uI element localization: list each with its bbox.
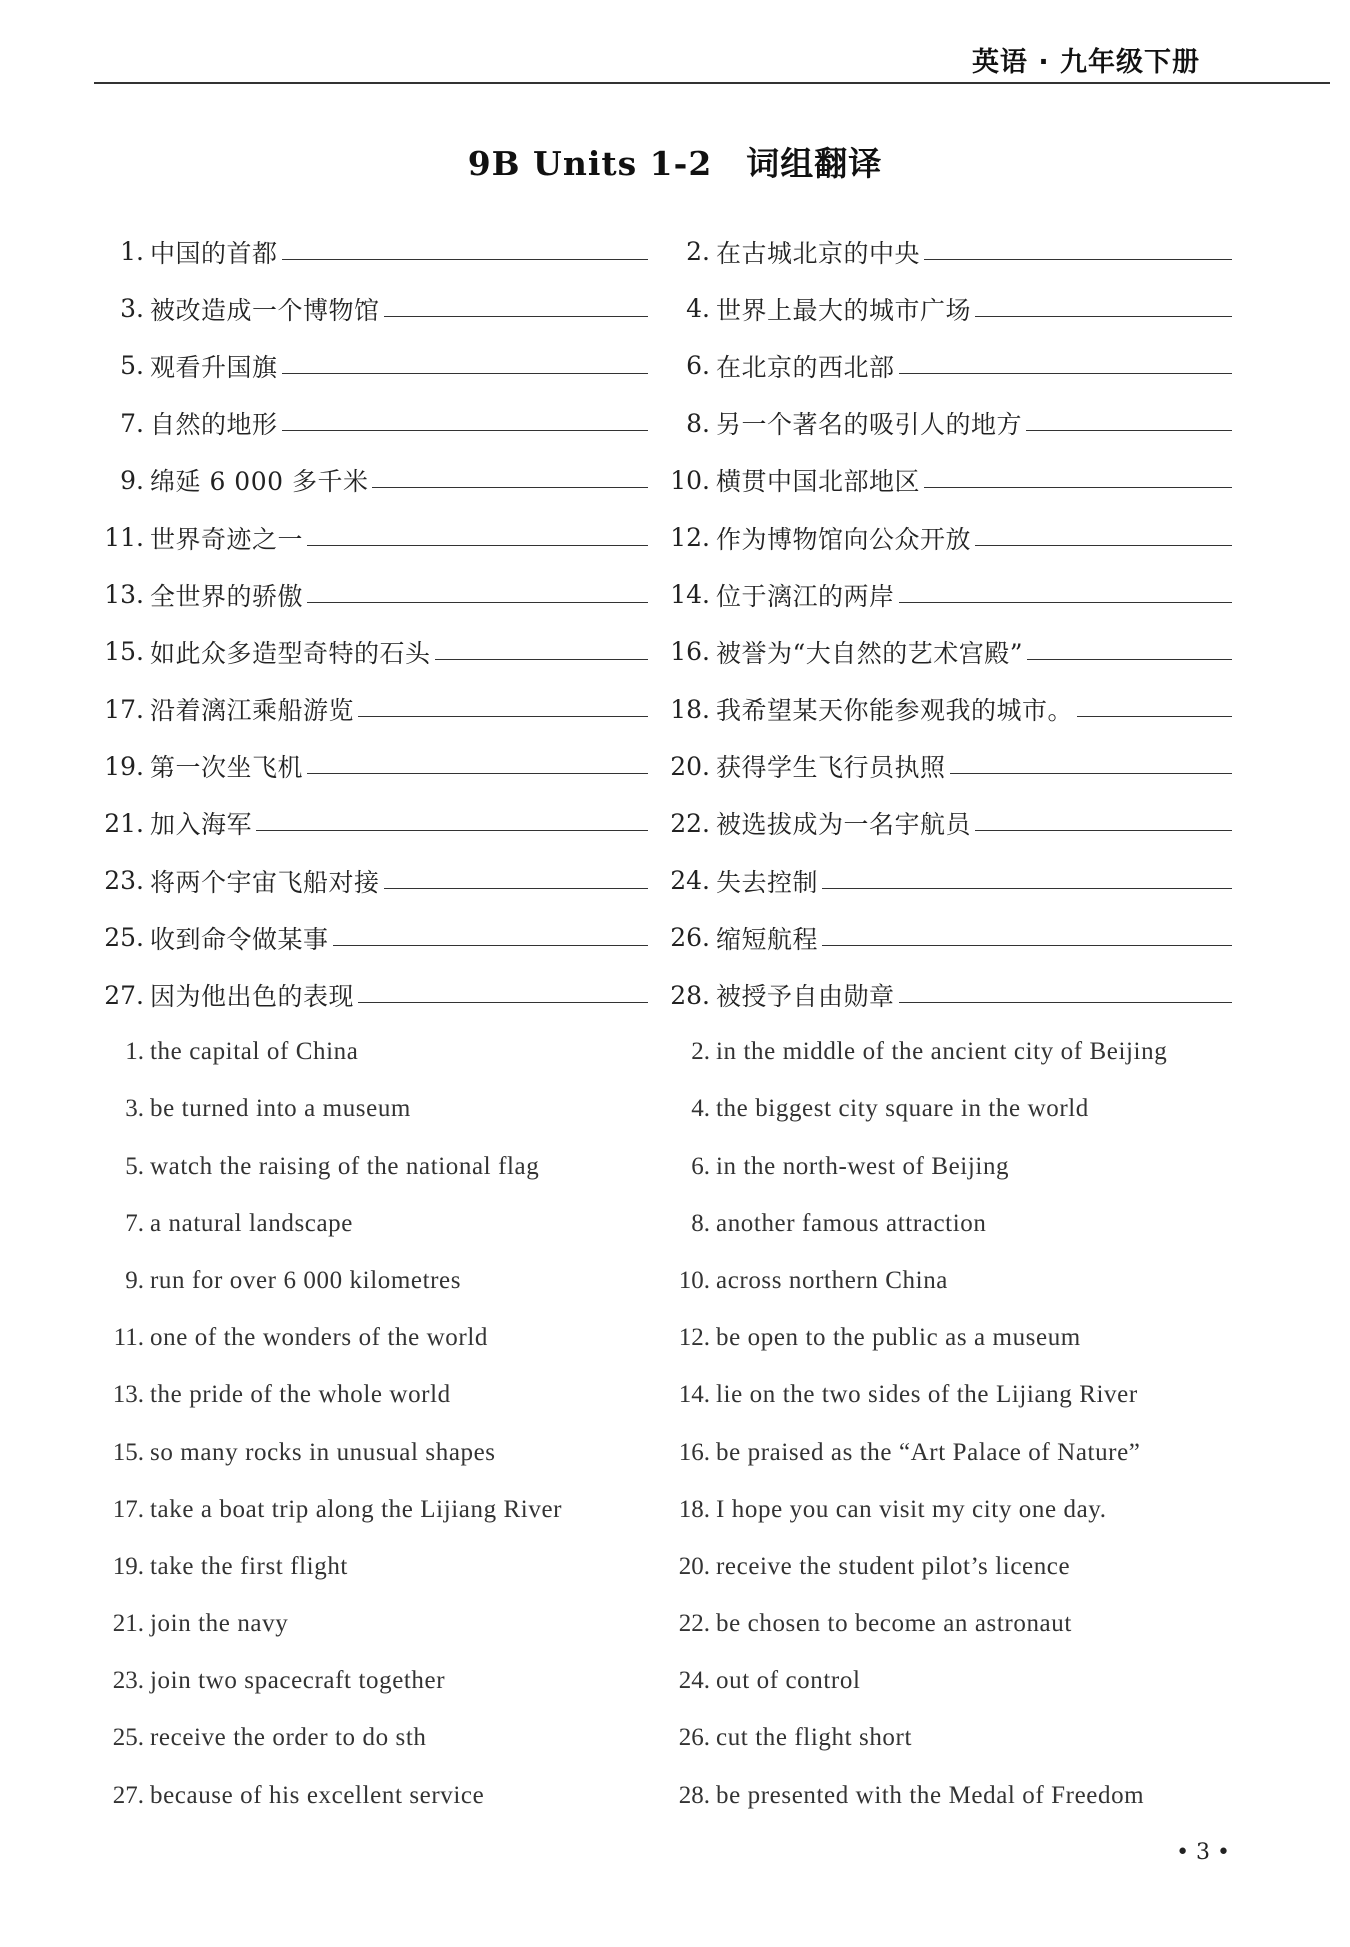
item-number: 17. [112,1495,144,1523]
answer-blank-line[interactable] [372,486,648,488]
chinese-phrase: 世界上最大的城市广场 [716,295,972,325]
item-number: 10. [678,1266,710,1294]
item-number: 9. [120,465,144,495]
chinese-phrase: 因为他出色的表现 [150,982,355,1012]
chinese-phrase: 缩短航程 [716,924,819,954]
chinese-phrase: 在古城北京的中央 [716,238,921,268]
chinese-phrase: 位于漓江的两岸 [716,581,895,611]
chinese-item [650,681,1236,738]
english-item [96,1653,650,1710]
chinese-item [650,280,1236,337]
answer-blank-line[interactable] [822,887,1232,889]
english-item [650,1138,1236,1195]
page-title: 9B Units 1-2 词组翻译 [467,144,883,183]
item-number: 3. [125,1095,144,1123]
item-number: 22. [678,1610,710,1638]
english-item [650,1252,1236,1309]
english-item [650,1767,1236,1824]
chinese-item [96,795,650,852]
english-item [650,1310,1236,1367]
english-phrase: the capital of China [150,1038,359,1066]
chinese-item [96,452,650,509]
chinese-item [650,738,1236,795]
chinese-item [96,337,650,394]
item-number: 12. [670,523,710,553]
english-phrase: be praised as the “Art Palace of Nature” [716,1438,1141,1466]
english-phrase: one of the wonders of the world [150,1324,488,1352]
english-item [650,1596,1236,1653]
chinese-phrase: 绵延 6 000 多千米 [150,467,369,497]
english-phrase: across northern China [716,1266,948,1294]
english-phrase: be presented with the Medal of Freedom [716,1781,1145,1809]
answer-blank-line[interactable] [256,829,648,831]
answer-blank-line[interactable] [333,944,648,946]
item-number: 23. [112,1667,144,1695]
answer-blank-line[interactable] [975,544,1232,546]
english-item [650,1081,1236,1138]
chinese-item [650,852,1236,909]
item-number: 11. [113,1324,144,1352]
chinese-item [650,795,1236,852]
english-item [650,1481,1236,1538]
answer-blank-line[interactable] [384,887,648,889]
item-number: 23. [104,866,144,896]
item-number: 22. [670,808,710,838]
item-number: 25. [104,923,144,953]
item-number: 27. [104,980,144,1010]
chinese-phrase: 世界奇迹之一 [150,524,304,554]
english-phrase: in the north-west of Beijing [716,1152,1010,1180]
english-phrase: the pride of the whole world [150,1381,451,1409]
item-number: 13. [112,1381,144,1409]
chinese-phrase: 全世界的骄傲 [150,581,304,611]
english-item [96,1081,650,1138]
chinese-item [650,509,1236,566]
answer-blank-line[interactable] [307,544,648,546]
item-number: 2. [691,1038,710,1066]
english-item [96,1195,650,1252]
item-number: 14. [678,1381,710,1409]
english-phrase: take a boat trip along the Lijiang River [150,1495,563,1523]
english-item [96,1310,650,1367]
item-number: 8. [686,408,710,438]
answer-blank-line[interactable] [384,315,648,317]
chinese-item [650,395,1236,452]
english-phrase: the biggest city square in the world [716,1095,1089,1123]
chinese-item [96,966,650,1023]
english-phrase: receive the order to do sth [150,1724,427,1752]
chinese-phrase: 失去控制 [716,867,819,897]
english-phrase: run for over 6 000 kilometres [150,1266,462,1294]
item-number: 18. [670,694,710,724]
english-phrase: so many rocks in unusual shapes [150,1438,496,1466]
book-title: 英语 · 九年级下册 [971,47,1200,78]
item-number: 27. [112,1781,144,1809]
answer-blank-line[interactable] [282,429,648,431]
chinese-phrase: 我希望某天你能参观我的城市。 [716,696,1074,726]
item-number: 24. [670,866,710,896]
chinese-phrase: 另一个著名的吸引人的地方 [716,410,1023,440]
answer-blank-line[interactable] [899,601,1232,603]
english-phrase: in the middle of the ancient city of Beijing [716,1038,1168,1066]
item-number: 25. [112,1724,144,1752]
chinese-phrase: 将两个宇宙飞船对接 [150,867,380,897]
item-number: 16. [670,637,710,667]
chinese-item [96,623,650,680]
item-number: 6. [691,1152,710,1180]
english-phrase: another famous attraction [716,1209,987,1237]
item-number: 6. [686,351,710,381]
item-number: 4. [686,294,710,324]
item-number: 4. [691,1095,710,1123]
chinese-phrase: 自然的地形 [150,410,278,440]
chinese-item [650,909,1236,966]
answer-blank-line[interactable] [358,715,648,717]
english-item [96,1481,650,1538]
item-number: 26. [670,923,710,953]
answer-blank-line[interactable] [358,1001,648,1003]
chinese-phrase: 横贯中国北部地区 [716,467,921,497]
item-number: 3. [120,294,144,324]
chinese-phrase: 如此众多造型奇特的石头 [150,638,431,668]
english-item [96,1767,650,1824]
english-item [96,1252,650,1309]
item-number: 28. [678,1781,710,1809]
chinese-item [650,223,1236,280]
item-number: 15. [104,637,144,667]
chinese-item [650,452,1236,509]
item-number: 28. [670,980,710,1010]
item-number: 1. [120,237,144,267]
english-phrase: a natural landscape [150,1209,353,1237]
english-phrase: be open to the public as a museum [716,1324,1081,1352]
chinese-phrase: 在北京的西北部 [716,352,895,382]
answer-blank-line[interactable] [1026,429,1232,431]
chinese-phrase: 收到命令做某事 [150,924,329,954]
english-item [96,1424,650,1481]
item-number: 20. [670,751,710,781]
english-phrase: out of control [716,1667,861,1695]
item-number: 10. [670,465,710,495]
answer-blank-line[interactable] [924,486,1232,488]
answer-blank-line[interactable] [282,372,648,374]
page-number: • 3 • [1176,1840,1230,1865]
english-item [650,1367,1236,1424]
page-header [94,36,1330,84]
item-number: 9. [125,1266,144,1294]
exercise-list [96,223,1236,1824]
answer-blank-line[interactable] [899,372,1232,374]
answer-blank-line[interactable] [975,829,1232,831]
item-number: 18. [678,1495,710,1523]
chinese-phrase: 获得学生飞行员执照 [716,753,946,783]
answer-blank-line[interactable] [950,772,1232,774]
chinese-item [96,395,650,452]
chinese-phrase: 被授予自由勋章 [716,982,895,1012]
chinese-item [650,966,1236,1023]
chinese-phrase: 被选拔成为一名宇航员 [716,810,972,840]
english-phrase: be chosen to become an astronaut [716,1610,1072,1638]
english-item [650,1653,1236,1710]
english-item [96,1367,650,1424]
chinese-phrase: 加入海军 [150,810,253,840]
chinese-item [96,909,650,966]
english-phrase: receive the student pilot’s licence [716,1552,1071,1580]
item-number: 8. [691,1209,710,1237]
answer-blank-line[interactable] [822,944,1232,946]
item-number: 17. [104,694,144,724]
chinese-phrase: 被誉为“大自然的艺术宫殿” [716,638,1024,668]
answer-blank-line[interactable] [435,658,648,660]
item-number: 24. [678,1667,710,1695]
chinese-phrase: 中国的首都 [150,238,278,268]
english-phrase: take the first flight [150,1552,348,1580]
chinese-phrase: 第一次坐飞机 [150,753,304,783]
item-number: 19. [112,1552,144,1580]
item-number: 7. [120,408,144,438]
chinese-phrase: 作为博物馆向公众开放 [716,524,972,554]
chinese-item [650,623,1236,680]
english-item [650,1024,1236,1081]
item-number: 16. [678,1438,710,1466]
item-number: 7. [125,1209,144,1237]
chinese-item [96,738,650,795]
english-item [650,1195,1236,1252]
chinese-item [96,223,650,280]
chinese-item [96,852,650,909]
chinese-phrase: 被改造成一个博物馆 [150,295,380,325]
english-phrase: lie on the two sides of the Lijiang River [716,1381,1138,1409]
item-number: 19. [104,751,144,781]
chinese-item [650,337,1236,394]
item-number: 11. [104,523,144,553]
item-number: 26. [678,1724,710,1752]
answer-blank-line[interactable] [899,1001,1232,1003]
item-number: 12. [678,1324,710,1352]
chinese-item [96,681,650,738]
english-item [96,1138,650,1195]
english-phrase: I hope you can visit my city one day. [716,1495,1107,1523]
item-number: 5. [120,351,144,381]
english-phrase: cut the flight short [716,1724,912,1752]
chinese-phrase: 观看升国旗 [150,352,278,382]
answer-blank-line[interactable] [282,258,648,260]
chinese-phrase: 沿着漓江乘船游览 [150,696,355,726]
item-number: 20. [678,1552,710,1580]
english-item [96,1024,650,1081]
answer-blank-line[interactable] [1027,658,1232,660]
english-phrase: because of his excellent service [150,1781,485,1809]
english-item [650,1424,1236,1481]
english-item [96,1710,650,1767]
english-item [96,1596,650,1653]
answer-blank-line[interactable] [924,258,1232,260]
answer-blank-line[interactable] [307,601,648,603]
english-phrase: join two spacecraft together [150,1667,446,1695]
english-phrase: be turned into a museum [150,1095,411,1123]
chinese-item [650,566,1236,623]
chinese-item [96,280,650,337]
answer-blank-line[interactable] [307,772,648,774]
item-number: 1. [125,1038,144,1066]
english-phrase: join the navy [150,1610,289,1638]
item-number: 15. [112,1438,144,1466]
item-number: 21. [112,1610,144,1638]
item-number: 14. [670,580,710,610]
english-item [650,1538,1236,1595]
answer-blank-line[interactable] [975,315,1232,317]
english-phrase: watch the raising of the national flag [150,1152,540,1180]
english-item [650,1710,1236,1767]
chinese-item [96,566,650,623]
item-number: 21. [104,808,144,838]
english-item [96,1538,650,1595]
item-number: 5. [125,1152,144,1180]
item-number: 13. [104,580,144,610]
answer-blank-line[interactable] [1077,715,1232,717]
chinese-item [96,509,650,566]
item-number: 2. [686,237,710,267]
